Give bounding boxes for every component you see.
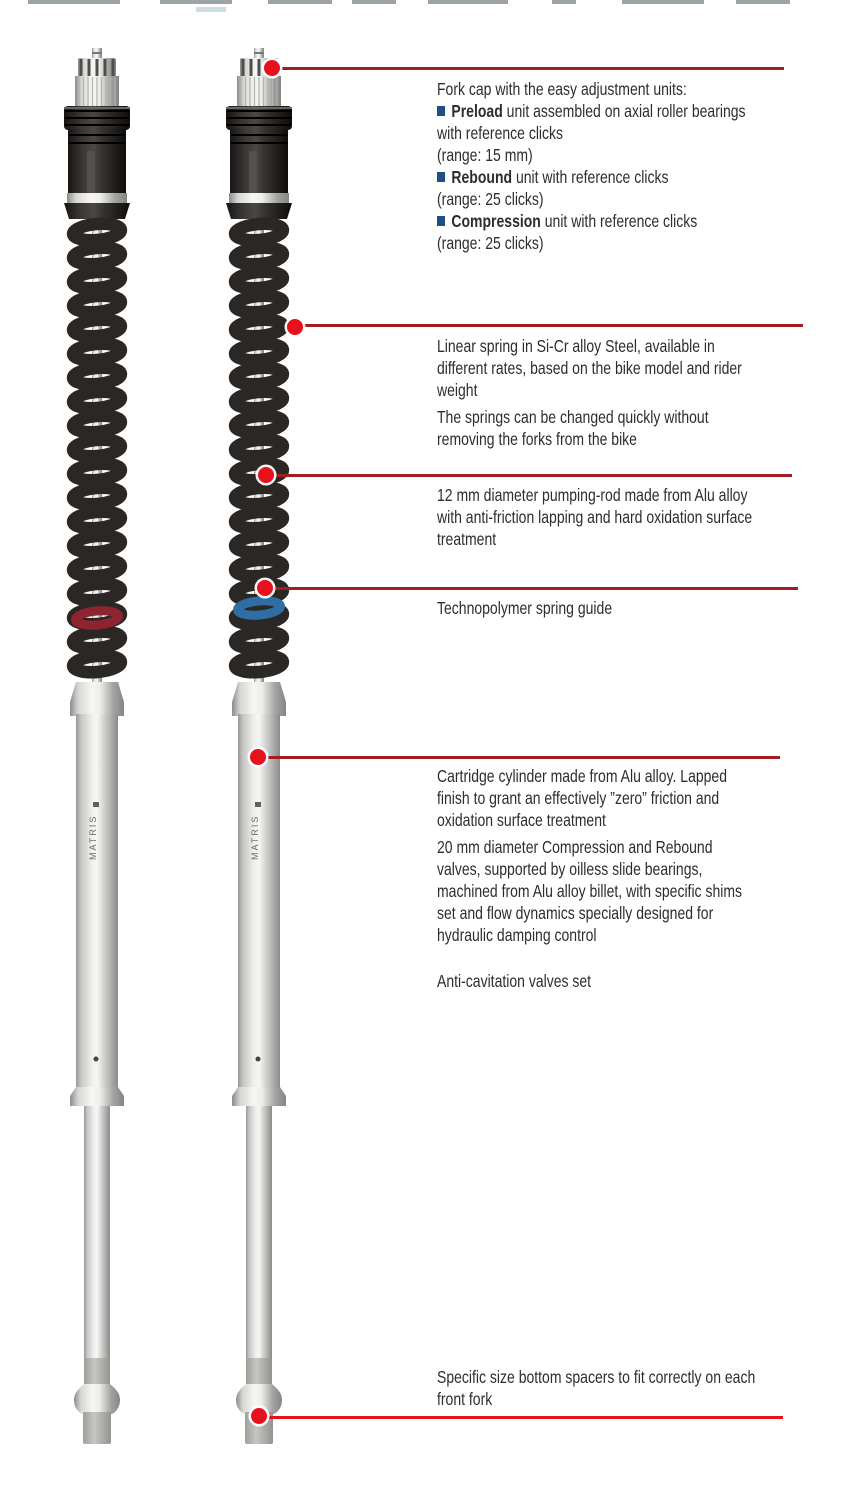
annotation-text: Linear spring in Si-Cr alloy Steel, available in different rates, based on the bike model and rider weight (437, 336, 742, 400)
fork-tip (83, 1412, 111, 1444)
annotation-bottom-spacers (437, 1366, 757, 1410)
annotation-text: (range: 15 mm) (437, 145, 533, 165)
callout-dot-cartridge-cylinder (250, 749, 266, 765)
fork-cap (64, 48, 130, 219)
annotation-paragraph (437, 144, 757, 166)
callout-dot-spring-guide (257, 580, 273, 596)
fork-left (64, 48, 130, 1444)
cartridge-cylinder (238, 714, 280, 1089)
annotation-cartridge-cylinder (437, 765, 757, 992)
annotation-text: unit with reference clicks (540, 211, 698, 231)
annotation-paragraph (437, 188, 757, 210)
callout-dot-pumping-rod (258, 467, 274, 483)
annotation-paragraph (437, 78, 757, 100)
callout-dot-fork-cap (264, 60, 280, 76)
annotation-text: 12 mm diameter pumping-rod made from Alu alloy with anti-friction lapping and hard oxidation surface treatment (437, 485, 753, 549)
annotation-text: Cartridge cylinder made from Alu alloy. Lapped finish to grant an effectively ”zero” friction and oxidation surface treatment (437, 766, 728, 830)
bullet-square-icon (437, 106, 445, 116)
annotation-paragraph (437, 166, 757, 188)
annotation-keyword: Rebound (451, 167, 513, 187)
leader-line-linear-spring (295, 324, 803, 327)
annotation-fork-cap (437, 78, 757, 254)
annotation-text: (range: 25 clicks) (437, 233, 544, 253)
fork-right (226, 48, 292, 1444)
annotation-text: Technopolymer spring guide (437, 598, 613, 618)
annotation-text: Specific size bottom spacers to fit correctly on each front fork (437, 1367, 756, 1409)
bullet-square-icon (437, 172, 445, 182)
annotation-pumping-rod (437, 484, 757, 550)
brand-marking: MATRIS (88, 814, 98, 860)
annotation-paragraph (437, 210, 757, 232)
annotation-text: unit assembled on axial roller bearings with reference clicks (437, 101, 746, 143)
annotation-paragraph (437, 765, 757, 831)
leader-line-spring-guide (265, 587, 798, 590)
annotation-text: (range: 25 clicks) (437, 189, 544, 209)
annotation-text: The springs can be changed quickly without removing the forks from the bike (437, 407, 709, 449)
fork-cap (226, 48, 292, 219)
brand-marking: MATRIS (250, 814, 260, 860)
annotation-keyword: Preload (451, 101, 503, 121)
leader-line-bottom-spacers (259, 1416, 783, 1419)
annotation-paragraph (437, 597, 757, 619)
bottom-spacer (74, 1384, 120, 1414)
annotation-paragraph (437, 232, 757, 254)
leader-line-cartridge-cylinder (258, 756, 780, 759)
leader-line-pumping-rod (266, 474, 792, 477)
annotation-text: Anti-cavitation valves set (437, 971, 592, 991)
annotation-spring-guide (437, 597, 757, 619)
leader-line-fork-cap (272, 67, 784, 70)
annotation-paragraph (437, 836, 757, 946)
annotation-paragraph (437, 484, 757, 550)
callout-dot-linear-spring (287, 319, 303, 335)
cartridge-cylinder (76, 714, 118, 1089)
callout-dot-bottom-spacers (251, 1408, 267, 1424)
annotation-paragraph (437, 100, 757, 144)
annotation-keyword: Compression (451, 211, 541, 231)
annotation-paragraph (437, 406, 757, 450)
annotation-paragraph (437, 970, 757, 992)
annotation-text: 20 mm diameter Compression and Rebound valves, supported by oilless slide bearings, machined from Alu alloy billet, with specific shims set and flow dynamics specially designed for hydraulic damping control (437, 837, 743, 945)
annotation-text: unit with reference clicks (512, 167, 669, 187)
annotation-paragraph (437, 335, 757, 401)
annotation-linear-spring (437, 335, 757, 450)
annotation-paragraph (437, 1366, 757, 1410)
annotation-text: Fork cap with the easy adjustment units: (437, 79, 687, 99)
bullet-square-icon (437, 216, 445, 226)
